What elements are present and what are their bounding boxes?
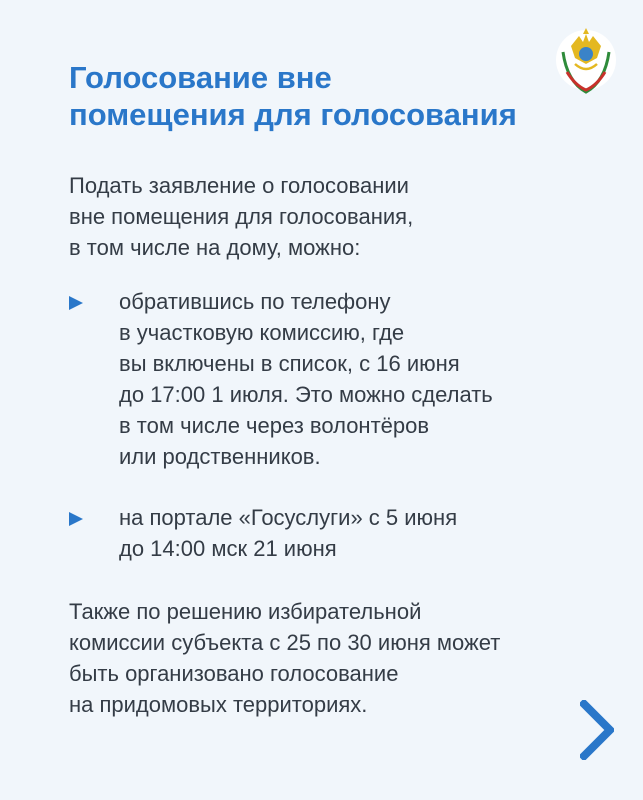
outro-line: Также по решению избирательной — [69, 599, 422, 624]
list-item-line: на портале «Госуслуги» с 5 июня — [119, 505, 458, 530]
list-item-line: вы включены в список, с 16 июня — [119, 351, 460, 376]
intro-paragraph — [69, 170, 413, 263]
list-item — [69, 286, 589, 472]
intro-line: вне помещения для голосования, — [69, 204, 414, 229]
page-title-line: Голосование вне — [69, 60, 332, 95]
page-title-line: помещения для голосования — [69, 97, 517, 132]
list-item-line: в участковую комиссию, где — [119, 320, 405, 345]
options-list — [69, 286, 589, 564]
outro-line: комиссии субъекта с 25 по 30 июня может — [69, 630, 501, 655]
outro-line: на придомовых территориях. — [69, 692, 368, 717]
chevron-right-icon[interactable] — [580, 700, 614, 760]
triangle-bullet-icon — [69, 512, 83, 526]
list-item — [69, 502, 589, 564]
list-item-line: до 14:00 мск 21 июня — [119, 536, 337, 561]
outro-line: быть организовано голосование — [69, 661, 399, 686]
triangle-bullet-icon — [69, 296, 83, 310]
list-item-line: до 17:00 1 июля. Это можно сделать — [119, 382, 493, 407]
intro-line: Подать заявление о голосовании — [69, 173, 409, 198]
page-title — [69, 59, 589, 133]
list-item-line: в том числе через волонтёров — [119, 413, 430, 438]
outro-paragraph — [69, 596, 500, 720]
intro-line: в том числе на дому, можно: — [69, 235, 361, 260]
list-item-line: обратившись по телефону — [119, 289, 391, 314]
list-item-line: или родственников. — [119, 444, 321, 469]
